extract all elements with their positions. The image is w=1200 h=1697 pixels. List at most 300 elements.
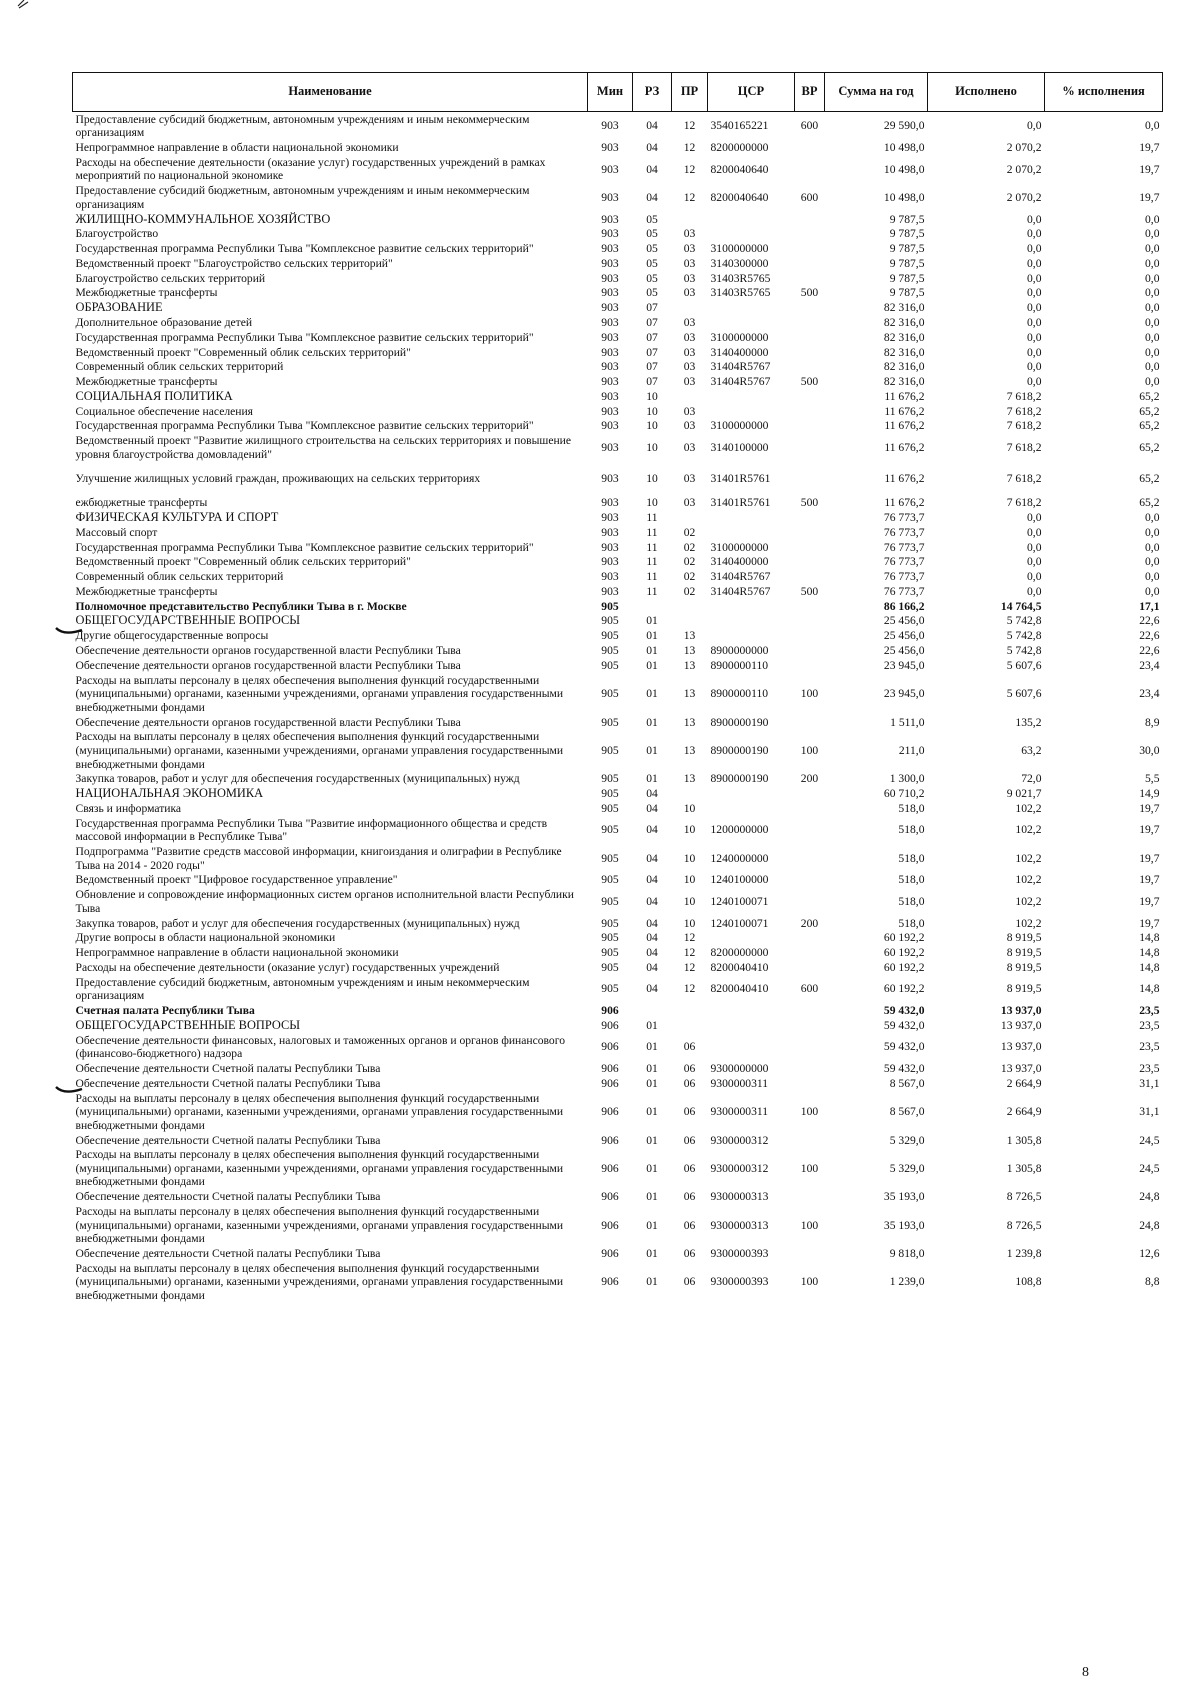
cell-vr bbox=[795, 389, 825, 404]
cell-vr bbox=[795, 816, 825, 844]
cell-pr: 03 bbox=[683, 472, 696, 485]
cell-name: Ведомственный проект "Современный облик сельских территорий" bbox=[75, 345, 411, 359]
cell-vr: 100 bbox=[800, 687, 819, 701]
cell-vr: 500 bbox=[800, 286, 819, 300]
cell-done: 5 742,8 bbox=[1006, 644, 1042, 657]
cell-csr bbox=[708, 227, 795, 242]
cell-rz: 04 bbox=[646, 873, 658, 887]
cell-vr: 500 bbox=[800, 375, 819, 389]
cell-name: Современный облик сельских территорий bbox=[75, 570, 284, 584]
header-vr: ВР bbox=[795, 73, 825, 112]
cell-vr bbox=[795, 1076, 825, 1091]
table-row bbox=[73, 916, 1163, 931]
cell-name: Благоустройство bbox=[75, 227, 159, 241]
cell-pr: 13 bbox=[683, 644, 696, 657]
cell-min: 906 bbox=[601, 1218, 619, 1232]
cell-vr bbox=[795, 1133, 825, 1148]
cell-vr bbox=[795, 360, 825, 375]
cell-name: Дополнительное образование детей bbox=[75, 315, 253, 329]
cell-done: 8 726,5 bbox=[1006, 1190, 1042, 1204]
cell-sum: 8 567,0 bbox=[889, 1105, 925, 1119]
cell-csr: 31401R5761 bbox=[710, 496, 771, 510]
cell-min: 905 bbox=[601, 946, 619, 960]
table-row bbox=[73, 960, 1163, 975]
cell-done: 2 664,9 bbox=[1006, 1076, 1042, 1090]
cell-done: 0,0 bbox=[1027, 271, 1042, 285]
cell-sum: 82 316,0 bbox=[883, 360, 925, 374]
cell-name: ОБЩЕГОСУДАРСТВЕННЫЕ ВОПРОСЫ bbox=[75, 613, 301, 628]
cell-pct: 0,0 bbox=[1145, 119, 1160, 133]
cell-min: 906 bbox=[601, 1076, 619, 1090]
cell-min: 903 bbox=[601, 140, 619, 154]
cell-csr: 9300000311 bbox=[710, 1105, 769, 1119]
cell-rz: 01 bbox=[646, 644, 658, 657]
cell-pr: 03 bbox=[683, 286, 696, 300]
cell-pr: 12 bbox=[683, 960, 696, 974]
cell-pr: 06 bbox=[683, 1161, 696, 1175]
cell-done: 0,0 bbox=[1027, 345, 1042, 359]
cell-name: Социальное обеспечение населения bbox=[75, 404, 254, 418]
cell-rz: 04 bbox=[646, 916, 658, 930]
cell-csr bbox=[708, 599, 795, 614]
cell-name: ОБРАЗОВАНИЕ bbox=[75, 300, 163, 315]
cell-name: Межбюджетные трансферты bbox=[75, 584, 218, 598]
table-row bbox=[73, 404, 1163, 419]
cell-sum: 60 710,2 bbox=[883, 787, 925, 801]
cell-pct: 14,8 bbox=[1139, 982, 1160, 996]
cell-csr: 1240100000 bbox=[710, 873, 769, 887]
cell-pr: 06 bbox=[683, 1190, 696, 1204]
cell-min: 903 bbox=[601, 540, 619, 554]
cell-vr bbox=[795, 960, 825, 975]
cell-name: СОЦИАЛЬНАЯ ПОЛИТИКА bbox=[75, 388, 233, 403]
cell-csr: 8900000190 bbox=[710, 772, 769, 786]
table-row bbox=[73, 315, 1163, 330]
table-row bbox=[73, 730, 1163, 772]
table-row bbox=[73, 673, 1163, 715]
cell-vr: 100 bbox=[800, 1275, 819, 1289]
table-row bbox=[73, 614, 1163, 629]
header-pr: ПР bbox=[672, 73, 708, 112]
cell-min: 905 bbox=[601, 851, 619, 865]
cell-min: 906 bbox=[601, 1161, 619, 1175]
cell-min: 903 bbox=[601, 584, 619, 598]
cell-csr bbox=[708, 1033, 795, 1061]
table-row bbox=[73, 584, 1163, 599]
cell-done: 0,0 bbox=[1027, 227, 1042, 241]
cell-pct: 23,5 bbox=[1139, 1040, 1160, 1054]
cell-csr bbox=[708, 525, 795, 540]
table-row bbox=[73, 256, 1163, 271]
cell-rz: 01 bbox=[646, 1018, 658, 1032]
cell-pct: 24,5 bbox=[1139, 1161, 1160, 1175]
cell-csr: 8200040640 bbox=[710, 190, 769, 204]
cell-sum: 59 432,0 bbox=[883, 1004, 925, 1018]
cell-pct: 65,2 bbox=[1139, 496, 1160, 510]
cell-done: 1 239,8 bbox=[1006, 1247, 1042, 1260]
table-row bbox=[73, 1148, 1163, 1190]
cell-vr bbox=[795, 330, 825, 345]
cell-pct: 23,5 bbox=[1139, 1061, 1160, 1075]
cell-rz: 11 bbox=[646, 540, 658, 554]
cell-name: Массовый спорт bbox=[75, 525, 158, 539]
table-row bbox=[73, 715, 1163, 730]
table-row bbox=[73, 946, 1163, 961]
cell-rz: 05 bbox=[646, 227, 658, 241]
cell-vr bbox=[795, 510, 825, 525]
cell-pct: 22,6 bbox=[1139, 644, 1160, 657]
cell-sum: 76 773,7 bbox=[883, 540, 925, 554]
cell-pct: 22,6 bbox=[1139, 629, 1160, 643]
table-row bbox=[73, 434, 1163, 462]
cell-done: 0,0 bbox=[1027, 330, 1042, 344]
cell-vr bbox=[795, 419, 825, 434]
cell-pr: 10 bbox=[683, 916, 696, 930]
cell-min: 906 bbox=[601, 1275, 619, 1289]
cell-sum: 76 773,7 bbox=[883, 525, 925, 539]
cell-csr: 3540165221 bbox=[710, 119, 769, 133]
table-row bbox=[73, 525, 1163, 540]
cell-pr: 13 bbox=[683, 658, 696, 672]
table-row bbox=[73, 510, 1163, 525]
cell-pr: 13 bbox=[683, 715, 696, 729]
cell-pr: 03 bbox=[683, 441, 696, 455]
cell-sum: 1 511,0 bbox=[890, 715, 925, 729]
cell-min: 906 bbox=[601, 1247, 619, 1260]
cell-rz: 04 bbox=[646, 982, 658, 996]
cell-pct: 0,0 bbox=[1145, 315, 1160, 329]
cell-pct: 14,8 bbox=[1139, 946, 1160, 960]
cell-min: 903 bbox=[601, 555, 619, 569]
cell-min: 903 bbox=[601, 375, 619, 389]
cell-sum: 59 432,0 bbox=[883, 1018, 925, 1032]
cell-csr: 3100000000 bbox=[710, 330, 769, 344]
cell-rz: 04 bbox=[646, 960, 658, 974]
cell-name: Обеспечение деятельности Счетной палаты Республики Тыва bbox=[75, 1190, 381, 1204]
cell-pct: 0,0 bbox=[1145, 525, 1160, 539]
cell-csr: 8200000000 bbox=[710, 946, 769, 960]
cell-done: 13 937,0 bbox=[1000, 1004, 1042, 1018]
table-row bbox=[73, 540, 1163, 555]
table-row bbox=[73, 1033, 1163, 1061]
cell-name: Расходы на выплаты персоналу в целях обеспечения выполнения функций государственными (муниципальными) органами, казенными учреждениями, органами управления государственными внебюджетными фондами bbox=[75, 1091, 564, 1132]
cell-csr: 1200000000 bbox=[710, 823, 769, 837]
table-row bbox=[73, 1190, 1163, 1205]
cell-pr: 12 bbox=[683, 982, 696, 996]
cell-rz: 04 bbox=[646, 801, 658, 815]
cell-sum: 23 945,0 bbox=[883, 687, 925, 701]
cell-pr: 13 bbox=[683, 687, 696, 701]
cell-done: 8 919,5 bbox=[1006, 931, 1042, 945]
cell-min: 906 bbox=[601, 1105, 619, 1119]
cell-min: 903 bbox=[601, 256, 619, 270]
cell-pct: 23,4 bbox=[1139, 687, 1160, 701]
cell-pct: 24,8 bbox=[1139, 1218, 1160, 1232]
table-row bbox=[73, 975, 1163, 1003]
cell-sum: 35 193,0 bbox=[883, 1218, 925, 1232]
cell-vr bbox=[795, 643, 825, 658]
cell-pr: 13 bbox=[683, 743, 696, 757]
cell-pr: 02 bbox=[683, 584, 696, 598]
cell-done: 108,8 bbox=[1015, 1275, 1042, 1289]
cell-pr: 03 bbox=[683, 271, 696, 285]
cell-min: 906 bbox=[601, 1004, 619, 1018]
cell-pct: 0,0 bbox=[1145, 227, 1160, 241]
cell-done: 9 021,7 bbox=[1006, 787, 1042, 801]
cell-name: Государственная программа Республики Тыва "Комплексное развитие сельских территорий" bbox=[75, 330, 534, 344]
table-row bbox=[73, 1261, 1163, 1303]
cell-rz: 01 bbox=[646, 1061, 658, 1075]
cell-pct: 23,5 bbox=[1139, 1004, 1160, 1018]
cell-csr bbox=[708, 389, 795, 404]
cell-csr: 8900000190 bbox=[710, 743, 769, 757]
cell-done: 0,0 bbox=[1027, 510, 1042, 524]
cell-pct: 31,1 bbox=[1139, 1105, 1160, 1119]
cell-sum: 211,0 bbox=[898, 743, 925, 757]
cell-vr bbox=[795, 786, 825, 801]
table-row bbox=[73, 301, 1163, 316]
cell-name: Расходы на обеспечение деятельности (оказание услуг) государственных учреждений в рамках мероприятий по национальной экономике bbox=[75, 155, 546, 183]
cell-rz: 01 bbox=[646, 1105, 658, 1119]
cell-rz: 05 bbox=[646, 256, 658, 270]
cell-pct: 19,7 bbox=[1139, 140, 1160, 154]
cell-pct: 0,0 bbox=[1145, 301, 1160, 315]
cell-min: 903 bbox=[601, 441, 619, 455]
cell-vr bbox=[795, 241, 825, 256]
cell-pct: 0,0 bbox=[1145, 256, 1160, 270]
cell-vr: 600 bbox=[800, 119, 819, 133]
cell-min: 905 bbox=[601, 715, 619, 729]
cell-pr: 12 bbox=[683, 119, 696, 133]
table-row bbox=[73, 599, 1163, 614]
cell-pr bbox=[672, 389, 708, 404]
cell-min: 903 bbox=[601, 389, 619, 403]
cell-rz: 07 bbox=[646, 330, 658, 344]
cell-sum: 86 166,2 bbox=[883, 599, 925, 613]
cell-pr: 12 bbox=[683, 190, 696, 204]
cell-sum: 60 192,2 bbox=[883, 946, 925, 960]
cell-rz: 04 bbox=[646, 894, 658, 908]
cell-csr bbox=[708, 1003, 795, 1018]
cell-name: Государственная программа Республики Тыва "Комплексное развитие сельских территорий" bbox=[75, 540, 534, 554]
cell-rz: 01 bbox=[646, 772, 658, 786]
cell-min: 905 bbox=[601, 614, 619, 628]
cell-name: Ведомственный проект "Цифровое государственное управление" bbox=[75, 873, 398, 887]
cell-vr bbox=[795, 227, 825, 242]
cell-rz: 05 bbox=[646, 286, 658, 300]
cell-rz: 11 bbox=[646, 584, 658, 598]
cell-rz: 04 bbox=[646, 931, 658, 945]
cell-name: Непрограммное направление в области национальной экономики bbox=[75, 946, 399, 960]
scan-tick-mark-left-1 bbox=[54, 626, 84, 640]
cell-vr: 200 bbox=[800, 916, 819, 930]
cell-csr: 3100000000 bbox=[710, 242, 769, 256]
cell-done: 7 618,2 bbox=[1006, 404, 1042, 418]
cell-csr: 9300000393 bbox=[710, 1275, 769, 1289]
cell-done: 0,0 bbox=[1027, 540, 1042, 554]
cell-pct: 24,5 bbox=[1139, 1133, 1160, 1147]
cell-vr bbox=[795, 315, 825, 330]
cell-rz: 04 bbox=[646, 119, 658, 133]
cell-sum: 11 676,2 bbox=[884, 441, 925, 455]
table-row bbox=[73, 844, 1163, 872]
cell-rz: 01 bbox=[646, 687, 658, 701]
cell-pr bbox=[672, 599, 708, 614]
cell-min: 903 bbox=[601, 330, 619, 344]
cell-csr bbox=[708, 801, 795, 816]
cell-csr: 8900000110 bbox=[710, 687, 769, 701]
cell-csr: 8200040640 bbox=[710, 162, 769, 176]
cell-sum: 82 316,0 bbox=[883, 330, 925, 344]
cell-name: ЖИЛИЩНО-КОММУНАЛЬНОЕ ХОЗЯЙСТВО bbox=[75, 211, 331, 226]
cell-name: Межбюджетные трансферты bbox=[75, 286, 218, 300]
cell-min: 905 bbox=[601, 772, 619, 786]
cell-sum: 9 787,5 bbox=[889, 227, 925, 241]
table-row bbox=[73, 643, 1163, 658]
cell-rz: 07 bbox=[646, 345, 658, 359]
cell-done: 0,0 bbox=[1027, 286, 1042, 300]
cell-name: Закупка товаров, работ и услуг для обеспечения государственных (муниципальных) нужд bbox=[75, 916, 520, 930]
cell-pct: 65,2 bbox=[1139, 419, 1160, 433]
cell-min: 906 bbox=[601, 1018, 619, 1032]
table-row bbox=[73, 389, 1163, 404]
cell-sum: 518,0 bbox=[898, 801, 925, 815]
cell-name: Подпрограмма "Развитие средств массовой информации, книгоиздания и олиграфии в Республике Тыва на 2014 - 2020 годы" bbox=[75, 845, 562, 872]
cell-rz: 01 bbox=[646, 1218, 658, 1232]
cell-done: 8 919,5 bbox=[1006, 982, 1042, 996]
table-row bbox=[73, 888, 1163, 916]
cell-min: 903 bbox=[601, 419, 619, 433]
cell-done: 0,0 bbox=[1027, 584, 1042, 598]
table-row bbox=[73, 155, 1163, 183]
cell-pr: 10 bbox=[683, 851, 696, 865]
cell-done: 0,0 bbox=[1027, 256, 1042, 270]
cell-csr: 3140400000 bbox=[710, 345, 769, 359]
cell-sum: 1 300,0 bbox=[889, 772, 925, 786]
cell-pct: 65,2 bbox=[1139, 441, 1160, 455]
cell-done: 5 607,6 bbox=[1006, 658, 1042, 672]
cell-csr bbox=[708, 931, 795, 946]
cell-done: 0,0 bbox=[1027, 360, 1042, 374]
cell-pct: 0,0 bbox=[1145, 242, 1160, 256]
cell-sum: 9 787,5 bbox=[889, 212, 925, 226]
cell-done: 0,0 bbox=[1027, 242, 1042, 256]
cell-min: 905 bbox=[601, 894, 619, 908]
cell-min: 903 bbox=[601, 271, 619, 285]
cell-done: 102,2 bbox=[1015, 851, 1042, 865]
cell-vr bbox=[795, 801, 825, 816]
page-number: 8 bbox=[1082, 1665, 1089, 1680]
cell-rz: 10 bbox=[646, 472, 658, 485]
cell-min: 903 bbox=[601, 190, 619, 204]
cell-sum: 10 498,0 bbox=[883, 162, 925, 176]
table-row bbox=[73, 816, 1163, 844]
cell-csr bbox=[708, 301, 795, 316]
cell-pr: 03 bbox=[683, 360, 696, 374]
cell-vr bbox=[795, 1246, 825, 1261]
cell-vr: 100 bbox=[800, 1218, 819, 1232]
cell-done: 5 742,8 bbox=[1006, 629, 1042, 643]
cell-name: Обновление и сопровождение информационных систем органов исполнительной власти Республики Тыва bbox=[75, 888, 574, 915]
cell-vr bbox=[795, 540, 825, 555]
cell-vr bbox=[795, 1061, 825, 1076]
cell-sum: 59 432,0 bbox=[883, 1061, 925, 1075]
cell-min: 903 bbox=[601, 472, 619, 485]
cell-pct: 0,0 bbox=[1145, 345, 1160, 359]
cell-pr: 06 bbox=[683, 1133, 696, 1147]
cell-min: 903 bbox=[601, 525, 619, 539]
cell-name: Связь и информатика bbox=[75, 801, 182, 815]
cell-csr: 9300000393 bbox=[710, 1247, 769, 1260]
cell-name: Ведомственный проект "Благоустройство сельских территорий" bbox=[75, 256, 393, 270]
cell-pct: 0,0 bbox=[1145, 212, 1160, 226]
cell-vr bbox=[795, 658, 825, 673]
cell-pct: 8,8 bbox=[1145, 1275, 1160, 1289]
cell-sum: 76 773,7 bbox=[883, 555, 925, 569]
cell-done: 14 764,5 bbox=[1000, 599, 1042, 613]
table-row bbox=[73, 419, 1163, 434]
cell-pr: 03 bbox=[683, 404, 696, 418]
table-row bbox=[73, 786, 1163, 801]
cell-min: 905 bbox=[601, 687, 619, 701]
cell-pr: 03 bbox=[683, 375, 696, 389]
cell-vr: 100 bbox=[800, 743, 819, 757]
table-row bbox=[73, 1018, 1163, 1033]
cell-pr bbox=[672, 1018, 708, 1033]
cell-csr: 3100000000 bbox=[710, 419, 769, 433]
cell-sum: 60 192,2 bbox=[883, 960, 925, 974]
cell-done: 2 664,9 bbox=[1006, 1105, 1042, 1119]
cell-rz: 07 bbox=[646, 375, 658, 389]
cell-vr bbox=[795, 301, 825, 316]
cell-pct: 65,2 bbox=[1139, 472, 1160, 485]
cell-vr: 500 bbox=[800, 496, 819, 510]
cell-vr bbox=[795, 256, 825, 271]
cell-pct: 65,2 bbox=[1139, 404, 1160, 418]
cell-name: Полномочное представительство Республики Тыва в г. Москве bbox=[75, 599, 407, 613]
cell-csr: 1240000000 bbox=[710, 851, 769, 865]
table-row bbox=[73, 360, 1163, 375]
cell-sum: 82 316,0 bbox=[883, 375, 925, 389]
cell-sum: 29 590,0 bbox=[883, 119, 925, 133]
cell-csr: 8200040410 bbox=[710, 960, 769, 974]
cell-csr: 31403R5765 bbox=[710, 286, 771, 300]
cell-name: Предоставление субсидий бюджетным, автономным учреждениям и иным некоммерческим организациям bbox=[75, 975, 530, 1003]
cell-vr bbox=[795, 140, 825, 155]
table-row bbox=[73, 658, 1163, 673]
header-pct: % исполнения bbox=[1045, 73, 1163, 112]
cell-done: 8 919,5 bbox=[1006, 946, 1042, 960]
cell-pct: 14,8 bbox=[1139, 931, 1160, 945]
cell-done: 102,2 bbox=[1015, 823, 1042, 837]
cell-min: 903 bbox=[601, 119, 619, 133]
cell-csr: 8200000000 bbox=[710, 140, 769, 154]
cell-sum: 9 787,5 bbox=[889, 256, 925, 270]
cell-sum: 11 676,2 bbox=[884, 472, 925, 485]
cell-min: 905 bbox=[601, 644, 619, 657]
header-min: Мин bbox=[588, 73, 633, 112]
cell-pct: 12,6 bbox=[1139, 1247, 1160, 1260]
cell-name: Расходы на выплаты персоналу в целях обеспечения выполнения функций государственными (муниципальными) органами, казенными учреждениями, органами управления государственными внебюджетными фондами bbox=[75, 730, 564, 771]
cell-done: 13 937,0 bbox=[1000, 1061, 1042, 1075]
cell-min: 906 bbox=[601, 1190, 619, 1204]
cell-csr bbox=[708, 614, 795, 629]
cell-done: 102,2 bbox=[1015, 801, 1042, 815]
cell-rz: 10 bbox=[646, 389, 658, 403]
cell-sum: 518,0 bbox=[898, 851, 925, 865]
cell-name: Расходы на выплаты персоналу в целях обеспечения выполнения функций государственными (муниципальными) органами, казенными учреждениями, органами управления государственными внебюджетными фондами bbox=[75, 1148, 564, 1189]
cell-vr bbox=[795, 599, 825, 614]
